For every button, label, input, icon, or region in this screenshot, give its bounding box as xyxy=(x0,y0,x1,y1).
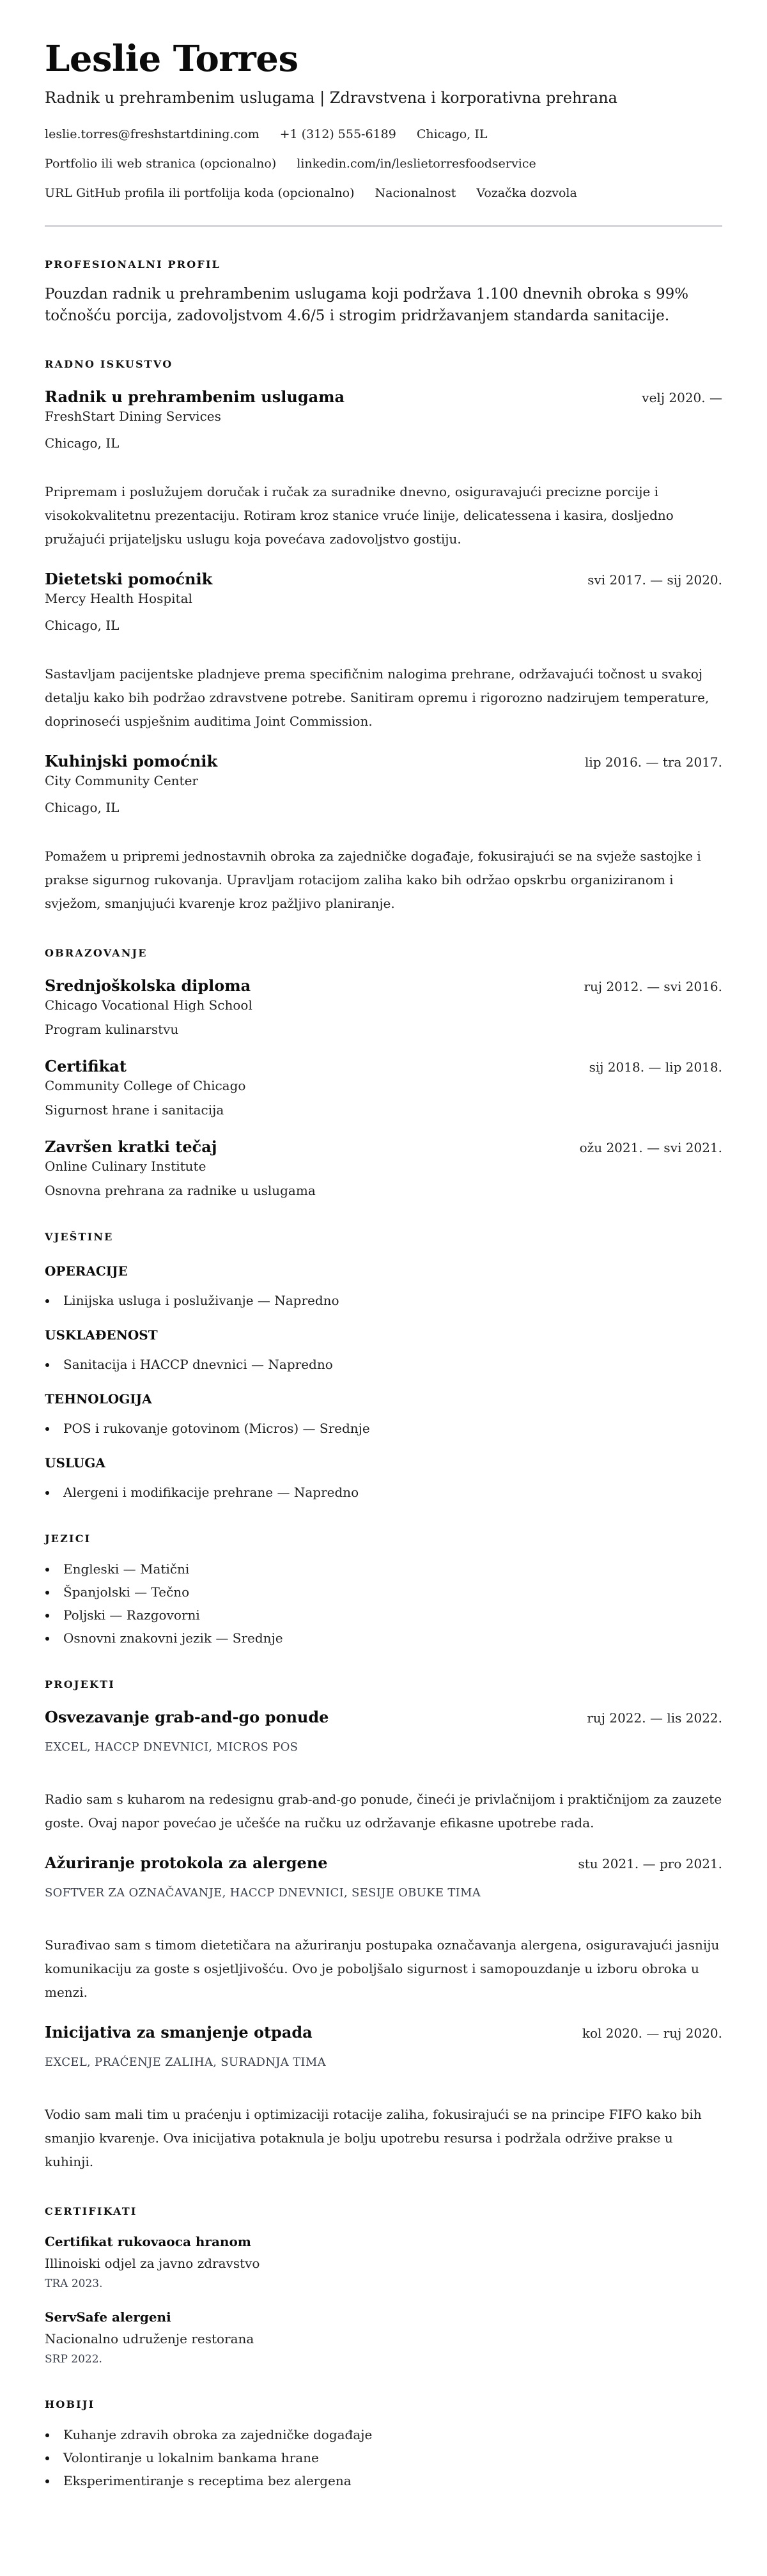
contact-github[interactable]: URL GitHub profila ili portfolija koda (opcionalno) xyxy=(45,186,355,200)
header-divider xyxy=(45,225,722,227)
education-dates: sij 2018. — lip 2018. xyxy=(589,1059,722,1075)
education-institution: Community College of Chicago xyxy=(45,1078,246,1093)
project-title: Osvezavanje grab-and-go ponude xyxy=(45,1708,329,1726)
project-tags: EXCEL, HACCP DNEVNICI, MICROS POS xyxy=(45,1740,298,1754)
resume-header xyxy=(45,37,722,227)
education-field: Program kulinarstvu xyxy=(45,1022,179,1037)
skill-item: POS i rukovanje gotovinom (Micros) — Srednje xyxy=(45,1419,722,1437)
skill-group-title: USKLAĐENOST xyxy=(45,1327,158,1343)
certification-date: TRA 2023. xyxy=(45,2277,103,2290)
section-title-profile: PROFESIONALNI PROFIL xyxy=(45,258,221,270)
section-hobbies xyxy=(45,2398,722,2490)
project-entry xyxy=(45,1853,722,2004)
contact-location: Chicago, IL xyxy=(416,127,488,141)
skill-item: Alergeni i modifikacije prehrane — Napredno xyxy=(45,1483,722,1501)
skill-item: Sanitacija i HACCP dnevnici — Napredno xyxy=(45,1355,722,1373)
hobby-item: Volontiranje u lokalnim bankama hrane xyxy=(45,2449,722,2467)
project-entry xyxy=(45,1707,722,1835)
education-field: Sigurnost hrane i sanitacija xyxy=(45,1102,224,1118)
project-dates: stu 2021. — pro 2021. xyxy=(578,1856,722,1871)
degree-title: Završen kratki tečaj xyxy=(45,1137,217,1156)
education-institution: Online Culinary Institute xyxy=(45,1159,206,1174)
skill-group-title: USLUGA xyxy=(45,1455,105,1471)
education-field: Osnovna prehrana za radnike u uslugama xyxy=(45,1183,316,1198)
skill-group-technology xyxy=(45,1390,722,1437)
section-experience xyxy=(45,357,722,916)
language-item: Engleski — Matični xyxy=(45,1560,722,1578)
project-tags: SOFTVER ZA OZNAČAVANJE, HACCP DNEVNICI, SESIJE OBUKE TIMA xyxy=(45,1886,481,1900)
section-languages xyxy=(45,1532,722,1647)
contact-row-2 xyxy=(45,155,722,173)
hobby-item: Eksperimentiranje s receptima bez alergena xyxy=(45,2472,722,2490)
job-title: Radnik u prehrambenim uslugama xyxy=(45,387,345,406)
contact-row-1 xyxy=(45,125,722,143)
job-title: Kuhinjski pomoćnik xyxy=(45,752,218,770)
job-location: Chicago, IL xyxy=(45,618,120,633)
project-entry xyxy=(45,2022,722,2174)
experience-entry xyxy=(45,569,722,733)
project-dates: kol 2020. — ruj 2020. xyxy=(582,2026,722,2041)
degree-title: Certifikat xyxy=(45,1057,127,1075)
section-title-skills: VJEŠTINE xyxy=(45,1231,114,1243)
contact-email[interactable]: leslie.torres@freshstartdining.com xyxy=(45,127,260,141)
job-description: Sastavljam pacijentske pladnjeve prema specifičnim nalogima prehrane, održavajući točnost u svakoj detalju kako bih podržao zdravstvene potrebe. Sanitiram opremu i rigorozno nadzirujem temperature, doprinoseći uspješnim auditima Joint Commission. xyxy=(45,666,709,729)
project-description: Radio sam s kuharom na redesignu grab-and-go ponude, čineći je privlačnijom i praktičnijom za zauzete goste. Ovaj napor povećao je učešće na ručku uz održavanje efikasne upotrebe rada. xyxy=(45,1791,722,1831)
section-title-certifications: CERTIFIKATI xyxy=(45,2205,137,2217)
education-institution: Chicago Vocational High School xyxy=(45,997,252,1013)
certification-date: SRP 2022. xyxy=(45,2353,102,2366)
candidate-name: Leslie Torres xyxy=(45,38,298,80)
section-title-projects: PROJEKTI xyxy=(45,1678,115,1690)
contact-portfolio[interactable]: Portfolio ili web stranica (opcionalno) xyxy=(45,157,277,171)
skill-group-title: TEHNOLOGIJA xyxy=(45,1391,152,1407)
section-title-languages: JEZICI xyxy=(45,1533,91,1545)
education-entry xyxy=(45,1137,722,1199)
education-dates: ruj 2012. — svi 2016. xyxy=(584,979,722,994)
job-description: Pripremam i poslužujem doručak i ručak za suradnike dnevno, osiguravajući precizne porcije i visokokvalitetnu prezentaciju. Rotiram kroz stanice vruće linije, delicatessena i kasira, dosljedno pružajući prijateljsku uslugu koja povećava zadovoljstvo gostiju. xyxy=(45,484,674,547)
section-title-experience: RADNO ISKUSTVO xyxy=(45,358,173,370)
project-title: Inicijativa za smanjenje otpada xyxy=(45,2023,313,2041)
experience-entry xyxy=(45,751,722,916)
contact-phone[interactable]: +1 (312) 555-6189 xyxy=(279,127,396,141)
contact-row-3 xyxy=(45,184,722,202)
language-item: Španjolski — Tečno xyxy=(45,1583,722,1601)
contact-drivers-license: Vozačka dozvola xyxy=(476,186,577,200)
section-title-education: OBRAZOVANJE xyxy=(45,947,148,959)
project-title: Ažuriranje protokola za alergene xyxy=(45,1854,328,1872)
job-dates: svi 2017. — sij 2020. xyxy=(587,572,722,588)
language-item: Poljski — Razgovorni xyxy=(45,1606,722,1624)
project-description: Vodio sam mali tim u praćenju i optimizaciji rotacije zaliha, fokusirajući se na principe FIFO kako bih smanjio kvarenje. Ova inicijativa potaknula je bolju upotrebu resursa i podržala održive prakse u kuhinji. xyxy=(45,2107,702,2169)
profile-summary: Pouzdan radnik u prehrambenim uslugama koji podržava 1.100 dnevnih obroka s 99% točnošću porcija, zadovoljstvom 4.6/5 i strogim pridržavanjem standarda sanitacije. xyxy=(45,286,689,324)
certification-name: Certifikat rukovaoca hranom xyxy=(45,2234,251,2249)
job-employer: Mercy Health Hospital xyxy=(45,591,192,606)
skill-group-title: OPERACIJE xyxy=(45,1263,128,1279)
certification-name: ServSafe alergeni xyxy=(45,2309,171,2325)
language-item: Osnovni znakovni jezik — Srednje xyxy=(45,1629,722,1647)
job-employer: City Community Center xyxy=(45,773,198,788)
job-employer: FreshStart Dining Services xyxy=(45,409,221,424)
skill-item: Linijska usluga i posluživanje — Napredno xyxy=(45,1292,722,1309)
job-dates: lip 2016. — tra 2017. xyxy=(584,754,722,770)
education-dates: ožu 2021. — svi 2021. xyxy=(579,1140,722,1155)
certification-issuer: Nacionalno udruženje restorana xyxy=(45,2331,254,2346)
skill-group-operations xyxy=(45,1262,722,1309)
certification-issuer: Illinoiski odjel za javno zdravstvo xyxy=(45,2256,260,2271)
job-location: Chicago, IL xyxy=(45,435,120,451)
section-certifications xyxy=(45,2205,722,2367)
project-dates: ruj 2022. — lis 2022. xyxy=(587,1710,722,1726)
project-description: Surađivao sam s timom dietetičara na ažuriranju postupaka označavanja alergena, osiguravajući jasniju komunikaciju za goste s osjetljivošću. Ovo je poboljšalo sigurnost i samopouzdanje u izboru obroka u menzi. xyxy=(45,1937,720,2000)
section-profile xyxy=(45,258,722,327)
section-projects xyxy=(45,1678,722,2174)
certification-entry xyxy=(45,2308,722,2367)
hobby-item: Kuhanje zdravih obroka za zajedničke događaje xyxy=(45,2426,722,2444)
section-education xyxy=(45,946,722,1199)
skill-group-compliance xyxy=(45,1326,722,1373)
job-location: Chicago, IL xyxy=(45,800,120,815)
skill-group-service xyxy=(45,1454,722,1501)
education-entry xyxy=(45,976,722,1038)
degree-title: Srednjoškolska diploma xyxy=(45,976,251,995)
project-tags: EXCEL, PRAĆENJE ZALIHA, SURADNJA TIMA xyxy=(45,2056,326,2069)
job-dates: velj 2020. — xyxy=(642,390,722,405)
contact-nationality: Nacionalnost xyxy=(375,186,456,200)
education-entry xyxy=(45,1056,722,1119)
certification-entry xyxy=(45,2233,722,2291)
job-title: Dietetski pomoćnik xyxy=(45,570,213,588)
experience-entry xyxy=(45,387,722,551)
contact-linkedin[interactable]: linkedin.com/in/leslietorresfoodservice xyxy=(297,157,536,171)
section-skills xyxy=(45,1230,722,1501)
section-title-hobbies: HOBIJI xyxy=(45,2398,95,2410)
candidate-headline: Radnik u prehrambenim uslugama | Zdravstvena i korporativna prehrana xyxy=(45,89,617,107)
job-description: Pomažem u pripremi jednostavnih obroka za zajedničke događaje, fokusirajući se na svježe sastojke i prakse sigurnog rukovanja. Upravljam rotacijom zaliha kako bih održao opskrbu organiziranom i svježom, smanjujući kvarenje kroz pažljivo planiranje. xyxy=(45,848,701,911)
